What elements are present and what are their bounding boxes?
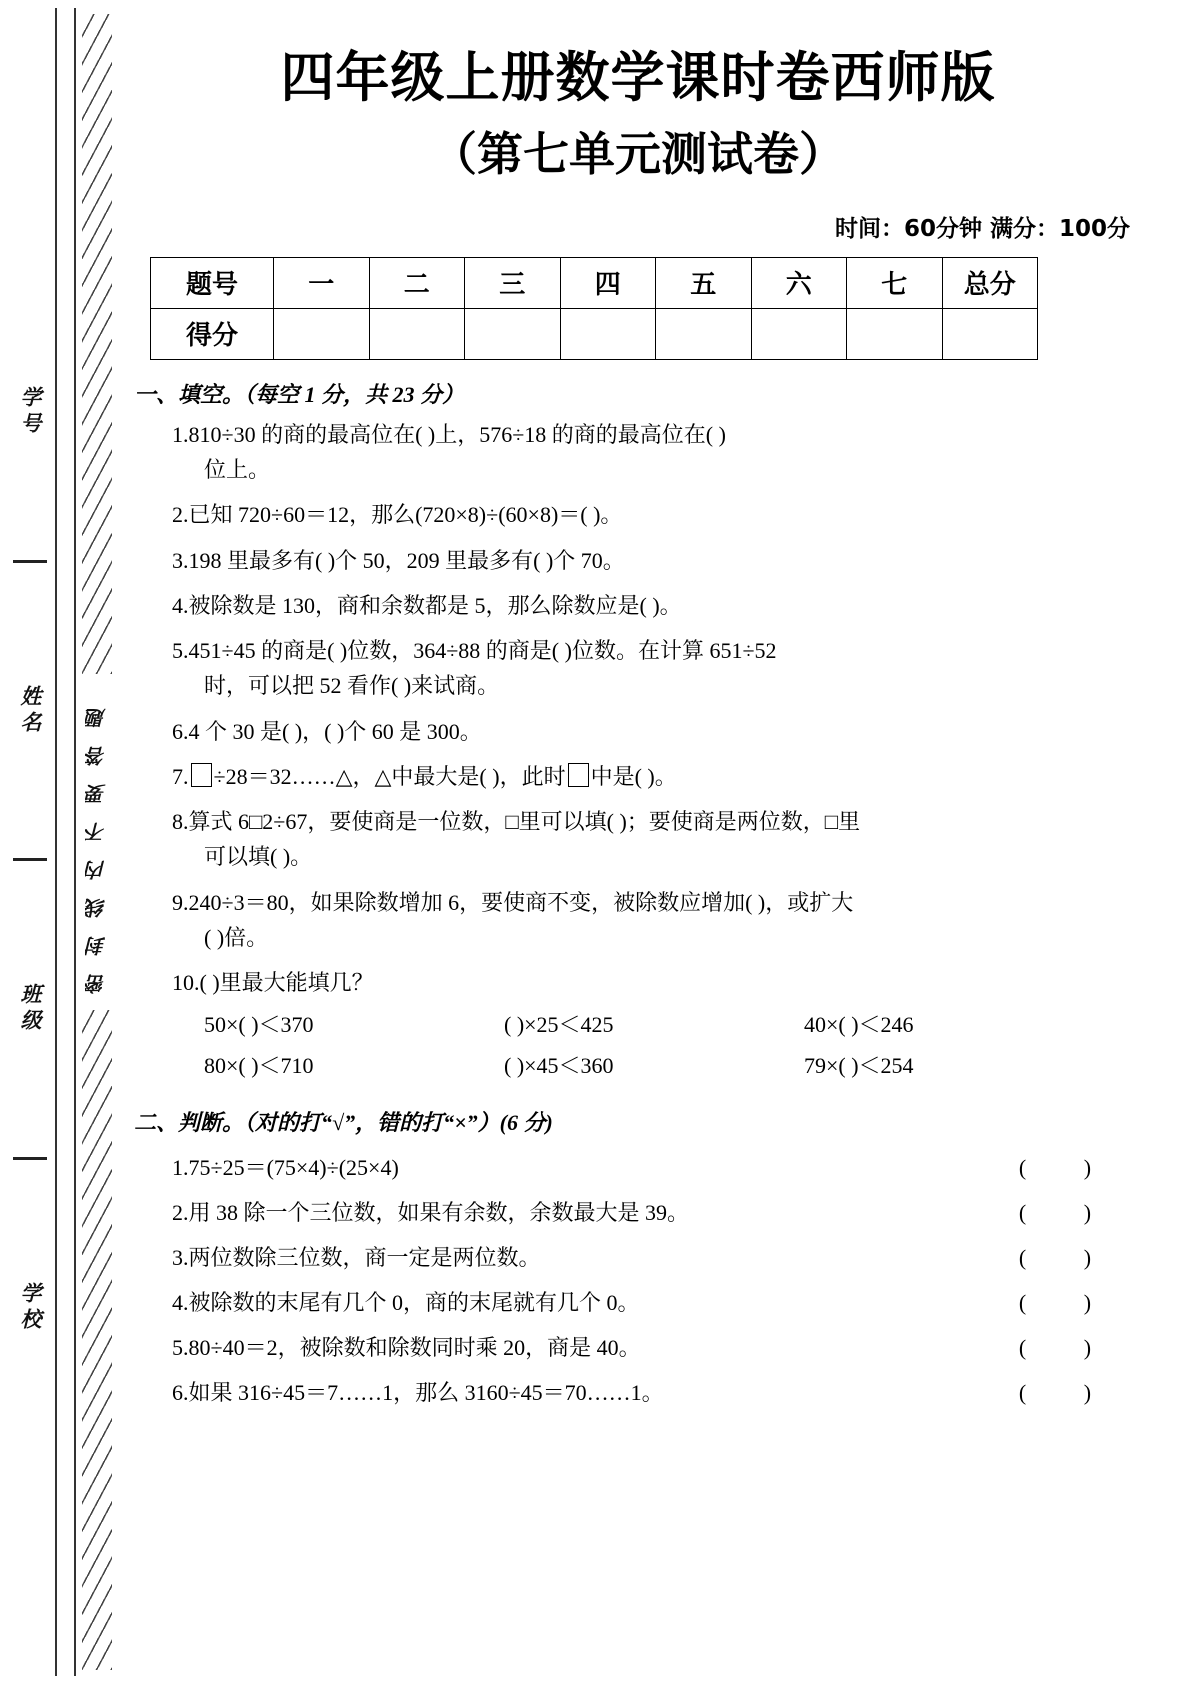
col-header-2: 二 — [369, 257, 465, 308]
section-heading-fill-blank — [134, 378, 1168, 409]
student-field-separator — [13, 858, 47, 861]
question-5-line2: 时，可以把 52 看作( )来试商。 — [204, 673, 500, 699]
tf-answer-box-2[interactable]: ( ) — [1018, 1200, 1118, 1226]
tf-question-3-text: 3.两位数除三位数，商一定是两位数。 — [172, 1245, 541, 1271]
question-7 — [172, 761, 1168, 792]
student-info-column — [8, 380, 52, 1340]
score-cell-4[interactable] — [560, 308, 656, 359]
score-cell-total[interactable] — [942, 308, 1038, 359]
col-header-3: 三 — [465, 257, 561, 308]
table-row-scores — [151, 308, 1038, 359]
paper-content — [128, 0, 1168, 1684]
student-field-banji: 班级 — [18, 983, 42, 1036]
question-1-line1: 1.810÷30 的商的最高位在( )上，576÷18 的商的最高位在( ) — [172, 421, 726, 447]
tf-question-1 — [172, 1151, 1168, 1182]
score-cell-1[interactable] — [274, 308, 370, 359]
student-field-separator — [13, 1157, 47, 1160]
tf-answer-box-5[interactable]: ( ) — [1018, 1335, 1118, 1361]
student-field-xuexiao: 学校 — [18, 1281, 42, 1334]
question-4: 4.被除数是 130，商和余数都是 5，那么除数应是( )。 — [172, 592, 682, 618]
tf-answer-box-4[interactable]: ( ) — [1018, 1290, 1118, 1316]
tf-question-6 — [172, 1376, 1168, 1407]
inequality-2-2: ( )×45＜360 — [504, 1053, 614, 1079]
question-7-suffix: 中是( )。 — [590, 763, 677, 789]
question-7-prefix: 7. — [172, 763, 189, 789]
sidebar-outer-rule — [55, 8, 57, 1676]
score-cell-2[interactable] — [369, 308, 465, 359]
tf-question-5 — [172, 1331, 1168, 1362]
tf-question-4 — [172, 1286, 1168, 1317]
col-header-6: 六 — [751, 257, 847, 308]
col-header-5: 五 — [656, 257, 752, 308]
score-cell-7[interactable] — [847, 308, 943, 359]
question-5-line1: 5.451÷45 的商是( )位数，364÷88 的商是( )位数。在计算 651÷52 — [172, 638, 777, 664]
question-7-middle: ÷28＝32……△，△中最大是( )，此时 — [213, 763, 566, 789]
table-row-question-numbers — [151, 257, 1038, 308]
score-cell-6[interactable] — [751, 308, 847, 359]
question-10-row-1 — [204, 1008, 1168, 1039]
score-cell-5[interactable] — [656, 308, 752, 359]
section-2-points: （对的打“√”，错的打“×”）(6 分) — [244, 1110, 553, 1136]
section-2-title: 二、判断。 — [134, 1110, 245, 1136]
score-cell-3[interactable] — [465, 308, 561, 359]
question-9-line1: 9.240÷3＝80，如果除数增加 6，要使商不变，被除数应增加( )，或扩大 — [172, 889, 854, 915]
inequality-1-3: 40×( )＜246 — [804, 1012, 914, 1038]
blank-box-icon — [568, 763, 589, 787]
tf-answer-box-6[interactable]: ( ) — [1018, 1380, 1118, 1406]
question-10-row-2 — [204, 1049, 1168, 1080]
exam-meta: 时间：60分钟 满分：100分 — [834, 215, 1130, 242]
inequality-2-1: 80×( )＜710 — [204, 1053, 314, 1079]
row-label-tihao: 题号 — [151, 257, 274, 308]
section-heading-true-false — [134, 1106, 1168, 1137]
section-1-title: 一、填空。 — [134, 381, 245, 407]
student-field-xingming: 姓名 — [18, 684, 42, 737]
page-subtitle: （第七单元测试卷） — [431, 127, 845, 182]
question-3: 3.198 里最多有( )个 50，209 里最多有( )个 70。 — [172, 547, 625, 573]
question-10: 10.( )里最大能填几？ — [172, 970, 374, 996]
question-8-line1: 8.算式 6□2÷67，要使商是一位数，□里可以填( )；要使商是两位数，□里 — [172, 809, 861, 835]
tf-question-6-text: 6.如果 316÷45＝7……1，那么 3160÷45＝70……1。 — [172, 1380, 664, 1406]
tf-question-2-text: 2.用 38 除一个三位数，如果有余数，余数最大是 39。 — [172, 1200, 690, 1226]
section-1-points: （每空 1 分，共 23 分） — [244, 381, 465, 407]
sealing-line-sidebar — [0, 0, 120, 1684]
inequality-1-1: 50×( )＜370 — [204, 1012, 314, 1038]
hatch-pattern-top — [82, 14, 112, 674]
seal-line-text: 密封线内不要答题 — [86, 690, 109, 994]
col-header-1: 一 — [274, 257, 370, 308]
tf-question-4-text: 4.被除数的末尾有几个 0，商的末尾就有几个 0。 — [172, 1290, 640, 1316]
tf-question-2 — [172, 1196, 1168, 1227]
inequality-2-3: 79×( )＜254 — [804, 1053, 914, 1079]
question-9-line2: ( )倍。 — [204, 924, 269, 950]
tf-answer-box-1[interactable]: ( ) — [1018, 1155, 1118, 1181]
col-header-4: 四 — [560, 257, 656, 308]
blank-box-icon — [191, 763, 212, 787]
tf-answer-box-3[interactable]: ( ) — [1018, 1245, 1118, 1271]
hatch-pattern-bottom — [82, 1010, 112, 1670]
page-title: 四年级上册数学课时卷西师版 — [280, 46, 996, 109]
sidebar-inner-rule — [74, 8, 76, 1676]
student-field-separator — [13, 560, 47, 563]
question-2: 2.已知 720÷60＝12，那么(720×8)÷(60×8)＝( )。 — [172, 502, 623, 528]
tf-question-1-text: 1.75÷25＝(75×4)÷(25×4) — [172, 1155, 399, 1181]
col-header-total: 总分 — [942, 257, 1038, 308]
col-header-7: 七 — [847, 257, 943, 308]
student-field-xuehao: 学号 — [18, 386, 42, 438]
inequality-1-2: ( )×25＜425 — [504, 1012, 614, 1038]
tf-question-3 — [172, 1241, 1168, 1272]
question-1-line2: 位上。 — [204, 457, 271, 483]
tf-question-5-text: 5.80÷40＝2，被除数和除数同时乘 20，商是 40。 — [172, 1335, 641, 1361]
seal-line-column — [78, 14, 116, 1670]
question-6: 6.4 个 30 是( )，( )个 60 是 300。 — [172, 718, 482, 744]
question-8-line2: 可以填( )。 — [204, 844, 313, 870]
score-table — [150, 257, 1038, 360]
row-label-defen: 得分 — [151, 308, 274, 359]
